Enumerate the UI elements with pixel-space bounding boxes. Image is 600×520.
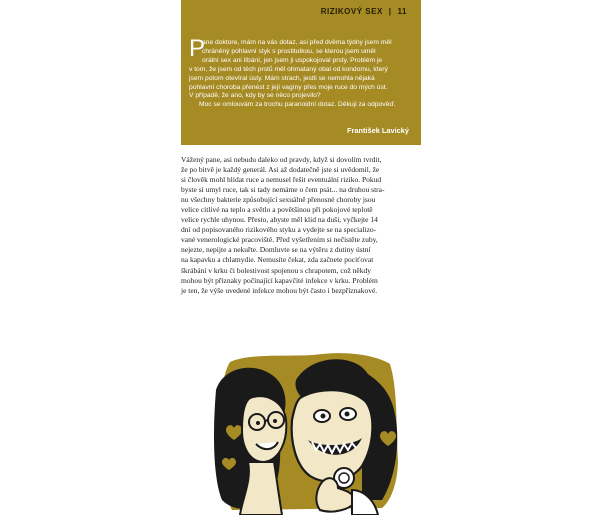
author-signature: František Lavický <box>346 126 409 135</box>
doctor-answer <box>181 155 421 296</box>
question-line: V případě, že ano, kdy by se něco projevilo? <box>189 92 321 100</box>
question-line: jsem potom otevíral ústy. Mám strach, jestli se nemohla nějaká <box>189 74 375 82</box>
man-face <box>292 390 373 481</box>
answer-line: škrábání v krku či bolestivost spojenou s chrapotem, což někdy <box>181 265 371 275</box>
reader-question <box>189 35 413 110</box>
header-separator: | <box>388 7 392 16</box>
answer-line: nu všechny bakterie způsobující sexuálně přenosné choroby jsou <box>181 195 376 205</box>
answer-line: velice citlivé na teplo a světlo a povětšinou při pokojové teplotě <box>181 205 373 215</box>
question-line: chráněný pohlavní styk s prostitutkou, se kterou jsem uměl <box>202 47 376 55</box>
answer-line: je ten, že výše uvedené infekce mohou být často i bezpříznakové. <box>181 285 378 295</box>
question-line: pohlavní choroba přenést z její vagíny přes moje ruce do mých úst. <box>189 83 388 91</box>
answer-line: velice rychle uhynou. Přesto, abyste měl klid na duši, vyčkejte 14 <box>181 215 378 225</box>
woman-face <box>242 396 286 462</box>
question-line: ane doktore, mám na vás dotaz, asi před dvěma týdny jsem měl <box>202 39 392 46</box>
couple-illustration <box>212 350 402 515</box>
answer-line: Vážený pane, asi nebudu daleko od pravdy, když si dovolím tvrdit, <box>181 155 382 164</box>
answer-line: mohou být příznaky počínající kapavčité infekce v krku. Problém <box>181 275 378 285</box>
section-title: RIZIKOVÝ SEX <box>320 7 383 16</box>
answer-line: dní od popisovaného rizikového styku a vydejte se na specializo- <box>181 225 377 235</box>
answer-line: na kapavku a chlamydie. Nemusíte čekat, zda začnete pociťovat <box>181 255 374 265</box>
answer-line: nejezte, nepijte a nekuřte. Domluvte se na výtěru z dutiny ústní <box>181 245 371 255</box>
answer-line: vané venerologické pracoviště. Před vyšetřením si nečistěte zuby, <box>181 235 378 245</box>
question-box <box>181 0 421 145</box>
answer-line: si člověk mohl hlídat ruce a nemusel řešit eventuální riziko. Pokud <box>181 175 382 185</box>
page-number: 11 <box>397 7 407 16</box>
question-line: orální sex ani líbání, jen jsem ji uspokojoval prsty. Problém je <box>202 56 383 64</box>
question-line: Moc se omlouvám za trochu paranoidní dotaz. Děkuji za odpověď. <box>199 101 396 109</box>
question-line: v tom, že jsem od těch prstů měl ohmataný obal od kondomu, který <box>189 65 388 73</box>
answer-line: byste si umyl ruce, tak si tady nemáme o čem psát... na druhou stra- <box>181 185 385 195</box>
answer-line: že po bitvě je každý generál. Asi až dodatečně jste si uvědomil, že <box>181 165 380 175</box>
running-header <box>321 7 407 16</box>
drop-cap: P <box>189 35 206 62</box>
